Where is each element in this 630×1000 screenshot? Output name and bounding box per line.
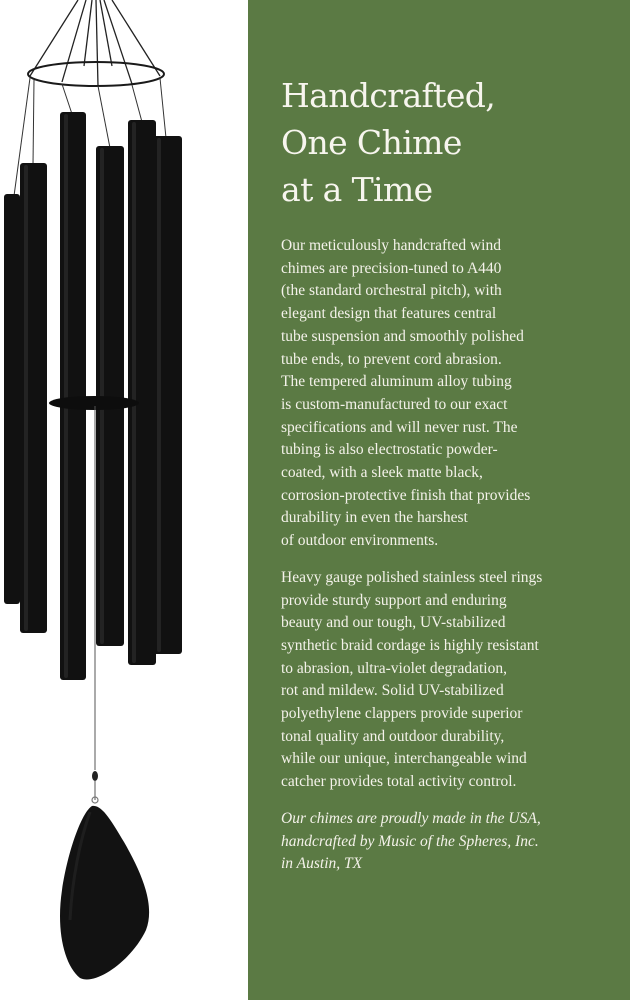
text-line: beauty and our tough, UV-stabilized xyxy=(281,614,506,632)
text-line: while our unique, interchangeable wind xyxy=(281,750,527,768)
text-line: synthetic braid cordage is highly resistant xyxy=(281,636,539,654)
heading-line: One Chime xyxy=(281,123,462,162)
text-line: coated, with a sleek matte black, xyxy=(281,464,483,482)
wind-chime-photo xyxy=(0,0,248,1000)
suspension-cords xyxy=(30,0,160,86)
text-line: chimes are precision-tuned to A440 xyxy=(281,259,502,277)
text-line: corrosion-protective finish that provides xyxy=(281,486,531,504)
text-line: catcher provides total activity control. xyxy=(281,773,517,791)
wind-chime-illustration xyxy=(0,0,248,1000)
description-panel xyxy=(248,0,630,1000)
text-line: tubing is also electrostatic powder- xyxy=(281,441,498,459)
text-line: specifications and will never rust. The xyxy=(281,418,518,436)
text-line: rot and mildew. Solid UV-stabilized xyxy=(281,682,504,700)
page-heading xyxy=(281,72,604,213)
text-line: provide sturdy support and enduring xyxy=(281,591,507,609)
text-line: tube suspension and smoothly polished xyxy=(281,327,524,345)
origin-statement xyxy=(281,808,604,876)
text-line: is custom-manufactured to our exact xyxy=(281,395,508,413)
chime-tube xyxy=(152,136,182,654)
text-line: tonal quality and outdoor durability, xyxy=(281,727,505,745)
text-line: durability in even the harshest xyxy=(281,509,468,527)
heading-line: Handcrafted, xyxy=(281,76,496,115)
clapper-disc xyxy=(49,396,139,410)
top-ring xyxy=(28,62,164,86)
text-line: The tempered aluminum alloy tubing xyxy=(281,373,512,391)
description-paragraph-1 xyxy=(281,235,604,553)
text-line: Heavy gauge polished stainless steel rings xyxy=(281,568,543,586)
text-line: to abrasion, ultra-violet degradation, xyxy=(281,659,507,677)
chime-tube xyxy=(60,112,86,680)
text-line: Our chimes are proudly made in the USA, xyxy=(281,809,541,827)
text-line: handcrafted by Music of the Spheres, Inc. xyxy=(281,832,539,850)
text-line: of outdoor environments. xyxy=(281,532,439,550)
text-line: Our meticulously handcrafted wind xyxy=(281,237,501,254)
text-line: polyethylene clappers provide superior xyxy=(281,705,523,723)
text-line: in Austin, TX xyxy=(281,855,363,873)
chime-tube xyxy=(4,194,20,604)
text-line: tube ends, to prevent cord abrasion. xyxy=(281,350,502,368)
heading-line: at a Time xyxy=(281,170,433,209)
catcher-bead xyxy=(92,771,98,781)
text-line: (the standard orchestral pitch), with xyxy=(281,282,502,300)
text-line: elegant design that features central xyxy=(281,305,497,323)
chime-tubes xyxy=(4,112,182,680)
description-paragraph-2 xyxy=(281,567,604,794)
